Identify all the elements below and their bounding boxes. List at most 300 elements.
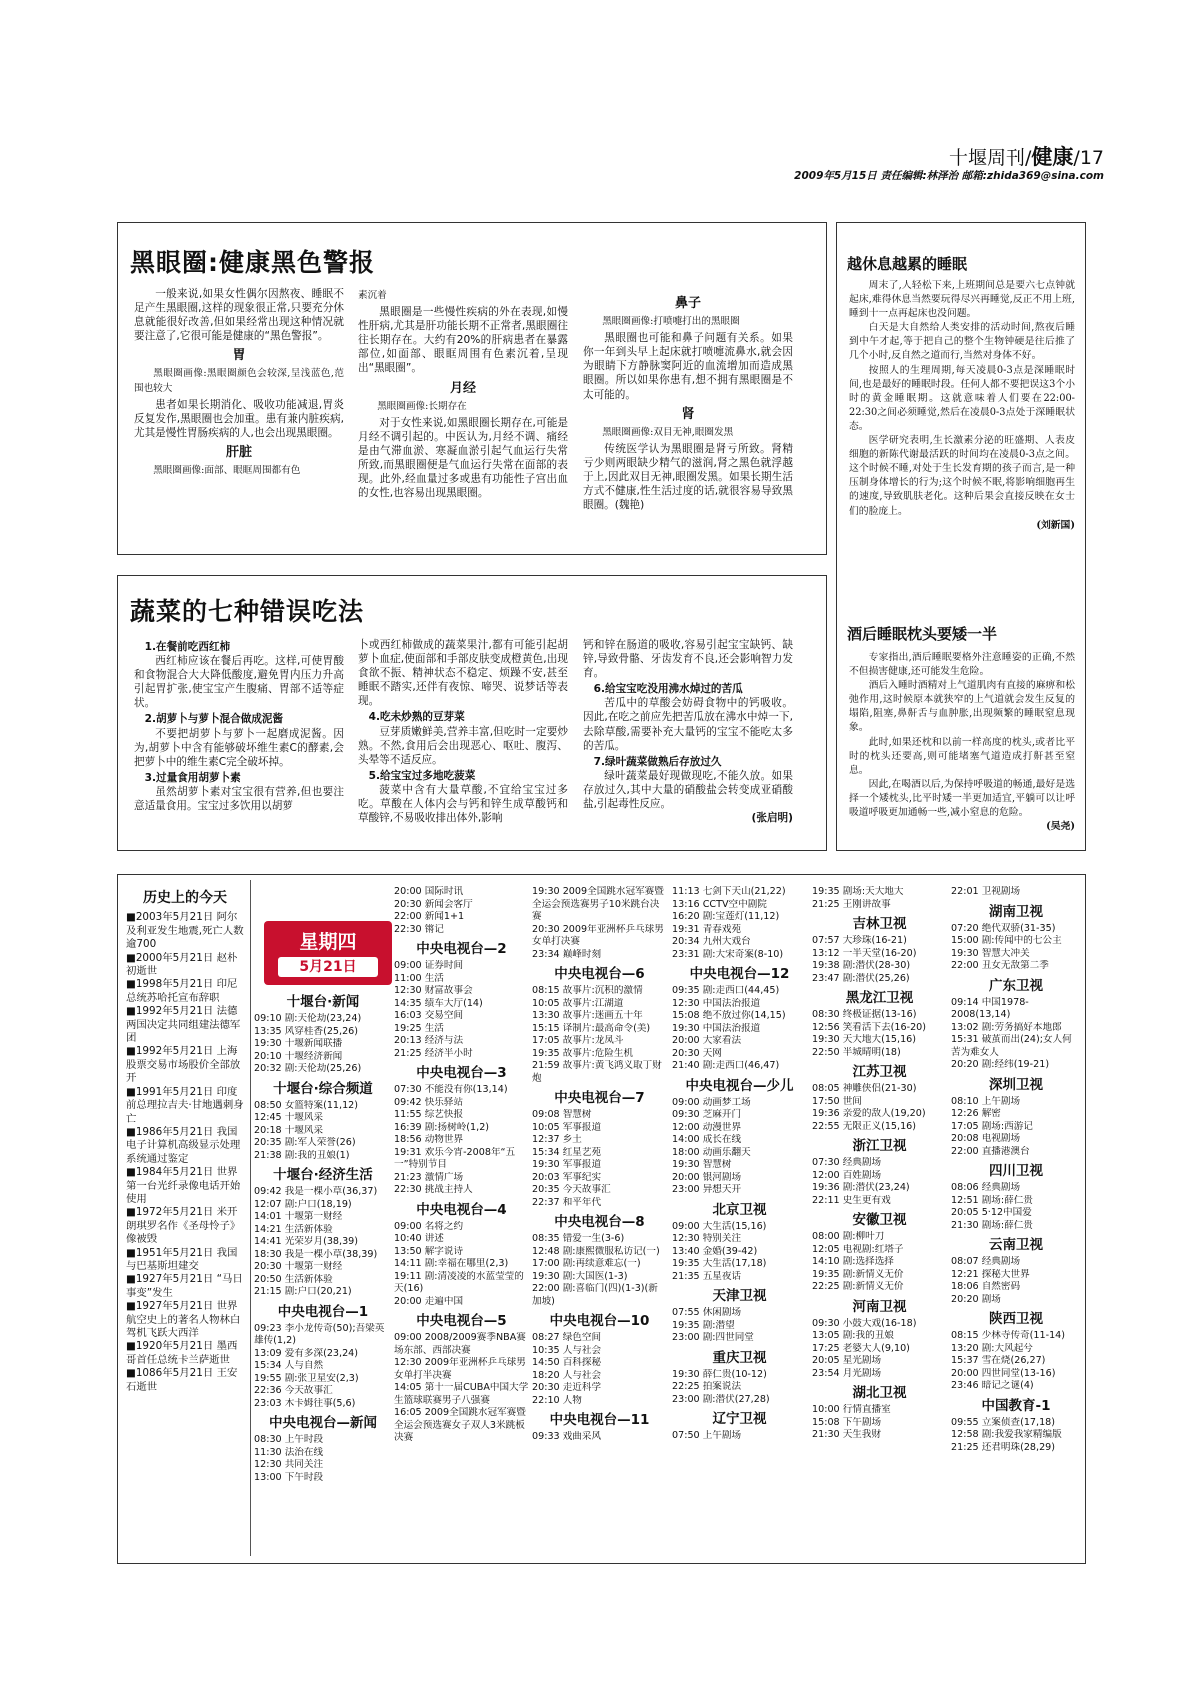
program-item: 12:00 百姓剧场 — [812, 1169, 882, 1181]
program-item: 12:45 十堰风采 — [254, 1112, 324, 1123]
program-item: 21:40 剧:走西口(46,47) — [672, 1060, 780, 1071]
program-item: 19:11 剧:清凌凌的水蓝莹莹的天(16) — [394, 1270, 524, 1294]
program-item: 20:03 军事纪实 — [532, 1171, 602, 1183]
tv-column-2 — [394, 886, 529, 1445]
program-item: 19:25 生活 — [394, 1022, 444, 1034]
program-item: 19:35 故事片:危险生机 — [532, 1047, 634, 1059]
program-item: 14:21 生活新体验 — [254, 1223, 333, 1235]
program-item: 12:07 剧:户口(18,19) — [254, 1198, 352, 1210]
history-item: ■1972年5月21日 米开朗琪罗名作《圣母怜子》像被毁 — [126, 1206, 241, 1246]
program-item: 13:50 解字说诗 — [394, 1245, 464, 1257]
program-item: 10:00 行情直播室 — [812, 1404, 891, 1415]
program-item: 20:20 剧场 — [951, 1293, 1001, 1305]
program-item: 20:00 四世同堂(13-16) — [951, 1367, 1056, 1379]
masthead-prefix: 十堰周刊/ — [949, 147, 1032, 169]
channel-name: 湖南卫视 — [989, 903, 1043, 920]
article-column-2 — [358, 287, 568, 500]
article-column-2 — [358, 638, 568, 825]
program-item: 21:25 王刚讲故事 — [812, 898, 891, 910]
program-item: 13:30 故事片:迷画五十年 — [532, 1010, 643, 1021]
history-item: ■2000年5月21日 赵朴初逝世 — [126, 951, 238, 978]
program-item: 09:10 剧:天伦劫(23,24) — [254, 1013, 362, 1024]
program-item: 17:25 老婆大人(9,10) — [812, 1342, 910, 1354]
channel-name: 辽宁卫视 — [712, 1411, 767, 1427]
paragraph: 专家指出,酒后睡眠要格外注意睡姿的正确,不然不但损害健康,还可能发生危险。 — [849, 652, 1075, 678]
program-item: 14:41 光荣岁月(38,39) — [254, 1236, 359, 1247]
program-item: 14:10 剧:选择选择 — [812, 1256, 894, 1267]
article-column-1 — [134, 287, 344, 480]
program-item: 11:55 综艺快报 — [394, 1109, 464, 1120]
program-item: 16:39 剧:扬树岭(1,2) — [394, 1121, 490, 1133]
history-item: ■1920年5月21日 墨西哥首任总统卡兰萨逝世 — [126, 1340, 238, 1366]
article-dark-circles — [117, 222, 827, 555]
numbered-heading: 4.吃未炒熟的豆芽菜 — [368, 711, 465, 724]
program-item: 22:30 锵记 — [394, 923, 444, 935]
program-item: 07:57 大珍珠(16-21) — [812, 935, 907, 946]
paragraph: 苦瓜中的草酸会妨碍食物中的钙吸收。因此,在吃之前应先把苦瓜放在沸水中焯一下,去除草酸,需要补充大量钙的宝宝不能吃太多的苦瓜。 — [583, 697, 793, 752]
program-item: 16:20 剧:宝莲灯(11,12) — [672, 911, 780, 922]
program-item: 20:30 新闻会客厅 — [394, 898, 473, 910]
program-item: 22:10 人物 — [532, 1394, 582, 1406]
paragraph: 虽然胡萝卜素对宝宝很有营养,但也要注意适量食用。宝宝过多饮用以胡萝 — [134, 785, 344, 813]
program-item: 19:30 智慧大冲关 — [951, 947, 1030, 959]
channel-name: 四川卫视 — [989, 1163, 1043, 1179]
program-item: 11:00 生活 — [394, 972, 444, 984]
program-item: 19:30 军事报道 — [532, 1159, 602, 1170]
program-item: 12:05 电视剧:红塔子 — [812, 1243, 904, 1255]
program-item: 22:37 和平年代 — [532, 1196, 602, 1208]
channel-name: 安徽卫视 — [852, 1212, 907, 1228]
program-item: 12:21 探秘大世界 — [951, 1268, 1030, 1280]
program-item: 23:34 巅峰时刻 — [532, 948, 602, 960]
paragraph: 此时,如果还枕和以前一样高度的枕头,或者比平时的枕头还要高,则可能堵塞气道造成打鼾甚至窒息。 — [849, 736, 1075, 776]
program-item: 12:58 剧:我爱我家精编版 — [951, 1429, 1062, 1440]
program-item: 11:13 七剑下天山(21,22) — [672, 886, 786, 897]
program-item: 20:08 电视剧场 — [951, 1133, 1021, 1144]
channel-name: 河南卫视 — [852, 1298, 907, 1315]
program-item: 22:00 直播港澳台 — [951, 1145, 1030, 1157]
program-item: 23:54 月光剧场 — [812, 1367, 882, 1379]
program-item: 09:23 李小龙传奇(50);吾梁英雄传(1,2) — [254, 1322, 385, 1346]
symptom-note: 黑眼圈画像:面部、眼眶周围都有色 — [153, 465, 301, 477]
section-heading: 肝脏 — [225, 444, 252, 460]
program-item: 21:25 经济半小时 — [394, 1047, 473, 1059]
paragraph: 白天是大自然给人类安排的活动时间,熬夜后睡到中午才起,等于把自己的整个生物钟硬是往后推了几个小时,反自然之道而行,当然对身体不好。 — [849, 322, 1075, 362]
channel-name: 中央电视台—新闻 — [269, 1415, 377, 1431]
program-item: 10:05 军事报道 — [532, 1121, 602, 1133]
program-item: 12:00 动漫世界 — [672, 1121, 742, 1133]
channel-name: 湖北卫视 — [852, 1385, 907, 1401]
program-item: 09:00 动画梦工场 — [672, 1096, 751, 1108]
numbered-heading: 6.给宝宝吃没用沸水焯过的苦瓜 — [593, 683, 743, 696]
program-item: 18:30 我是一棵小草(38,39) — [254, 1248, 378, 1260]
article-vegetables — [117, 575, 827, 851]
side-article-title: 酒后睡眠枕头要矮一半 — [847, 625, 998, 643]
history-title: 历史上的今天 — [143, 890, 227, 906]
article-column-1 — [134, 638, 344, 813]
history-item: ■1086年5月21日 王安石逝世 — [126, 1367, 238, 1393]
program-item: 13:09 爱有多深(23,24) — [254, 1347, 359, 1359]
program-item: 19:55 剧:张卫星安(2,3) — [254, 1372, 359, 1384]
program-item: 22:50 半城晴明(18) — [812, 1046, 901, 1058]
channel-name: 江苏卫视 — [852, 1064, 907, 1080]
program-item: 19:30 剧:大国医(1-3) — [532, 1270, 628, 1282]
history-today — [126, 892, 244, 1394]
section-heading: 鼻子 — [674, 296, 701, 311]
program-item: 21:25 还君明珠(28,29) — [951, 1441, 1056, 1453]
day-badge — [264, 921, 392, 985]
channel-name: 吉林卫视 — [852, 916, 907, 932]
program-item: 20:10 十堰经济新闻 — [254, 1050, 343, 1062]
program-item: 23:00 剧:潜伏(27,28) — [672, 1393, 770, 1405]
program-item: 14:35 绩车大厅(14) — [394, 997, 483, 1009]
program-item: 21:38 剧:我的丑娘(1) — [254, 1149, 350, 1161]
program-item: 19:30 中国法治报道 — [672, 1022, 761, 1034]
history-item: ■1992年5月21日 上海股票交易市场股价全部放开 — [126, 1045, 241, 1085]
channel-name: 中央电视台—2 — [416, 941, 507, 957]
program-item: 14:01 十堰第一财经 — [254, 1211, 343, 1222]
program-item: 07:30 经典剧场 — [812, 1157, 882, 1168]
paragraph: 周末了,人轻松下来,上班期间总是要六七点钟就起床,难得休息当然要玩得尽兴再睡觉,反正不用上班,睡到十一点再起床也没问题。 — [849, 280, 1075, 320]
program-item: 14:50 百科探秘 — [532, 1357, 602, 1368]
channel-name: 中央电视台—8 — [554, 1214, 645, 1230]
program-item: 23:00 异想天开 — [672, 1184, 742, 1195]
program-item: 23:00 剧:四世同堂 — [672, 1332, 754, 1343]
channel-name: 中央电视台—4 — [416, 1201, 507, 1218]
program-item: 22:25 剧:新情义无价 — [812, 1281, 904, 1292]
program-item: 19:30 薛仁贵(10-12) — [672, 1368, 767, 1380]
channel-name: 中央电视台—1 — [277, 1303, 369, 1320]
program-item: 09:08 智慧树 — [532, 1109, 592, 1120]
program-item: 15:08 下午剧场 — [812, 1416, 882, 1428]
byline: (吴尧) — [1046, 821, 1075, 833]
history-item: ■1992年5月21日 法德两国决定共同组建法德军团 — [126, 1005, 241, 1045]
channel-name: 中央电视台—6 — [554, 966, 645, 982]
program-item: 23:03 木卡姆往事(5,6) — [254, 1397, 356, 1409]
program-item: 21:30 天生我财 — [812, 1429, 882, 1440]
channel-name: 十堰台·新闻 — [286, 994, 360, 1010]
program-item: 19:38 剧:潜伏(28-30) — [812, 960, 911, 971]
numbered-heading: 5.给宝宝过多地吃菠菜 — [368, 769, 476, 782]
byline: (张启明) — [751, 812, 793, 825]
program-item: 20:32 剧:天伦劫(25,26) — [254, 1063, 362, 1074]
section-heading: 肾 — [681, 406, 695, 422]
program-item: 20:20 剧:经纬(19-21) — [951, 1059, 1050, 1070]
program-item: 18:06 自然密码 — [951, 1281, 1021, 1292]
paragraph: 按照人的生理周期,每天凌晨0-3点是深睡眠时间,也是最好的睡眠时段。任何人都不要把误这3个小时的黄金睡眠期。这就意味着人们要在22:00-22:30之间必须睡觉,然后在凌晨0-3点处于深睡眠状态。 — [849, 364, 1075, 432]
program-item: 19:30 2009全国跳水冠军赛暨全运会预选赛男子10米跳台决赛 — [532, 886, 664, 922]
masthead-page: /17 — [1073, 147, 1104, 169]
program-item: 22:00 剧:喜临门(四)(1-3)(新加坡) — [532, 1283, 658, 1307]
channel-name: 中国教育-1 — [981, 1397, 1051, 1414]
program-item: 13:05 剧:我的丑娘 — [812, 1330, 894, 1341]
program-item: 12:30 中国法治报道 — [672, 997, 761, 1009]
program-item: 08:15 故事片:沉积的激情 — [532, 985, 643, 996]
program-item: 20:05 星光剧场 — [812, 1355, 882, 1366]
tv-column-3 — [532, 886, 667, 1444]
program-item: 08:30 终极证据(13-16) — [812, 1009, 917, 1020]
program-item: 14:00 成长在线 — [672, 1134, 742, 1145]
program-item: 20:00 银河剧场 — [672, 1171, 742, 1183]
program-item: 20:30 十堰第一财经 — [254, 1261, 343, 1272]
channel-name: 中央电视台—10 — [549, 1313, 650, 1329]
paragraph: 豆芽质嫩鲜美,营养丰富,但吃时一定要炒熟。不然,食用后会出现恶心、呕吐、腹泻、头晕等不适反应。 — [358, 725, 568, 766]
program-item: 09:00 大生活(15,16) — [672, 1220, 767, 1232]
symptom-note: 黑眼圈画像:黑眼圈颜色会较深,呈浅蓝色,范围也较大 — [134, 368, 344, 394]
program-item: 20:50 生活新体验 — [254, 1273, 333, 1285]
article-column-3 — [583, 638, 793, 825]
paragraph: 菠菜中含有大量草酸,不宜给宝宝过多吃。草酸在人体内会与钙和锌生成草酸钙和草酸锌,不易吸收排出体外,影响 — [358, 783, 568, 825]
history-item: ■1991年5月21日 印度前总理拉吉夫·甘地遇刺身亡 — [126, 1085, 244, 1125]
program-item: 17:00 剧:再续意难忘(一) — [532, 1258, 641, 1269]
numbered-heading: 1.在餐前吃西红柿 — [144, 641, 231, 653]
program-item: 23:31 剧:大宋奇案(8-10) — [672, 948, 784, 960]
program-item: 21:59 故事片:黄飞鸿义取丁财炮 — [532, 1060, 662, 1084]
program-item: 08:30 上午时段 — [254, 1434, 324, 1445]
history-item: ■2003年5月21日 阿尔及利亚发生地震,死亡人数逾700 — [126, 911, 244, 951]
program-item: 08:06 经典剧场 — [951, 1182, 1021, 1193]
channel-name: 浙江卫视 — [852, 1138, 907, 1154]
history-item: ■1986年5月21日 我国电子计算机高级显示处理系统通过鉴定 — [126, 1125, 241, 1165]
program-item: 15:31 破茧而出(24);女人何苦为难女人 — [951, 1034, 1072, 1058]
channel-name: 中央电视台—3 — [416, 1065, 507, 1081]
day-name: 星期四 — [299, 931, 357, 953]
channel-name: 中央电视台—11 — [549, 1412, 650, 1428]
program-item: 21:15 剧:户口(20,21) — [254, 1286, 352, 1297]
program-item: 09:33 戏曲采风 — [532, 1431, 602, 1442]
channel-name: 中央电视台—少儿 — [685, 1077, 794, 1094]
paragraph: 钙和锌在肠道的吸收,容易引起宝宝缺钙、缺锌,导致骨骼、牙齿发育不良,还会影响智力发育。 — [583, 639, 793, 680]
symptom-note: 素沉着 — [358, 290, 387, 301]
program-item: 13:00 下午时段 — [254, 1471, 324, 1483]
program-item: 20:34 九州大戏台 — [672, 936, 751, 947]
program-item: 16:03 交易空间 — [394, 1010, 464, 1021]
program-item: 15:00 剧:传闻中的七公主 — [951, 935, 1062, 946]
paragraph: 医学研究表明,生长激素分泌的旺盛期、人表皮细胞的新陈代谢最活跃的时间均在凌晨0-3点之间。这个时候不睡,对处于生长发育期的孩子而言,是一种压制身体增长的行为;这个时候不眠,将影响细胞再生的速度,导致肌肤老化。这种后果会直接反映在女士们的脸庞上。 — [849, 435, 1075, 517]
paragraph: 患者如果长期消化、吸收功能减退,胃炎反复发作,黑眼圈也会加重。患有兼内脏疾病,尤其是慢性胃肠疾病的人,也会出现黑眼圈。 — [134, 398, 344, 439]
program-item: 12:26 解密 — [951, 1108, 1001, 1119]
program-item: 19:35 大生活(17,18) — [672, 1258, 767, 1269]
program-item: 11:30 法治在线 — [254, 1446, 324, 1458]
page-meta: 2009年5月15日 责任编辑:林泽治 邮箱:zhida369@sina.com — [794, 170, 1104, 182]
program-item: 18:56 动物世界 — [394, 1134, 464, 1145]
program-item: 07:30 不能没有你(13,14) — [394, 1084, 508, 1095]
program-item: 22:01 卫视剧场 — [951, 886, 1021, 897]
paragraph: 绿叶蔬菜最好现做现吃,不能久放。如果存放过久,其中大量的硝酸盐会转变成亚硝酸盐,引起毒性反应。 — [583, 769, 793, 811]
program-item: 09:00 名将之约 — [394, 1220, 464, 1232]
program-item: 22:25 拍案说法 — [672, 1381, 742, 1392]
channel-name: 广东卫视 — [989, 977, 1043, 994]
side-article-body — [849, 651, 1075, 834]
program-item: 10:40 讲述 — [394, 1233, 444, 1244]
program-item: 19:30 智慧树 — [672, 1159, 732, 1170]
program-item: 12:37 乡土 — [532, 1134, 582, 1145]
program-item: 09:35 剧:走西口(44,45) — [672, 985, 780, 996]
channel-name: 中央电视台—5 — [416, 1313, 507, 1329]
channel-name: 中央电视台—12 — [689, 966, 790, 982]
paragraph: 卜或西红柿做成的蔬菜果汁,都有可能引起胡萝卜血症,使面部和手部皮肤变成橙黄色,出现食欲不振、精神状态不稳定、烦躁不安,甚至睡眠不踏实,还伴有夜惊、啼哭、说梦话等表现。 — [358, 639, 568, 708]
program-item: 18:00 动画乐翻天 — [672, 1146, 751, 1158]
program-item: 20:00 大家看法 — [672, 1035, 742, 1046]
history-item: ■1927年5月21日 “马日事变”发生 — [126, 1273, 243, 1299]
program-item: 10:35 人与社会 — [532, 1344, 602, 1356]
program-item: 15:34 红星艺苑 — [532, 1146, 602, 1158]
program-item: 20:35 今天故事汇 — [532, 1184, 611, 1195]
channel-name: 十堰台·综合频道 — [273, 1080, 373, 1097]
side-articles — [836, 222, 1086, 851]
tv-column-1 — [254, 989, 392, 1484]
paragraph: 酒后入睡时酒精对上气道肌肉有直接的麻痹和松弛作用,这时候原本就狭窄的上气道就会发生反复的塌陷,阻塞,鼻鼾舌与血肿胀,出现频繁的睡眠窒息现象。 — [849, 680, 1075, 734]
program-item: 12:48 剧:康熙微服私访记(一) — [532, 1245, 660, 1257]
program-item: 12:51 剧场:薛仁贵 — [951, 1194, 1033, 1206]
byline: (刘新国) — [1036, 519, 1075, 531]
paragraph: 不要把胡萝卜与萝卜一起磨成泥酱。因为,胡萝卜中含有能够破坏维生素C的酵素,会把萝卜中的维生素C完全破坏掉。 — [134, 727, 344, 768]
channel-name: 深圳卫视 — [989, 1076, 1043, 1093]
program-item: 08:50 女篮特案(11,12) — [254, 1099, 359, 1111]
program-item: 07:50 上午剧场 — [672, 1430, 742, 1441]
program-item: 20:30 天网 — [672, 1047, 722, 1059]
program-item: 19:36 亲爱的敌人(19,20) — [812, 1108, 926, 1119]
program-item: 09:42 我是一棵小草(36,37) — [254, 1186, 378, 1197]
history-item: ■1927年5月21日 世界航空史上的著名人物林白驾机飞跃大西洋 — [126, 1300, 241, 1339]
article-column-3 — [583, 291, 793, 512]
program-item: 13:16 CCTV空中剧院 — [672, 898, 767, 910]
paragraph: 黑眼圈是一些慢性疾病的外在表现,如慢性肝病,尤其是肝功能长期不正常者,黑眼圈往往长期存在。大约有20%的肝病患者在暴露部位,如面部、眼眶周围有色素沉着,呈现出“黑眼圈”。 — [358, 306, 568, 375]
program-item: 15:08 绝不放过你(14,15) — [672, 1010, 786, 1021]
program-item: 20:30 走近科学 — [532, 1382, 602, 1393]
program-item: 21:23 激情广场 — [394, 1171, 464, 1183]
program-item: 12:30 共同关注 — [254, 1459, 324, 1470]
program-item: 19:36 剧:潜伏(23,24) — [812, 1182, 910, 1193]
section-heading: 胃 — [232, 348, 246, 364]
program-item: 19:31 欢乐今宵-2008年“五一”特别节目 — [394, 1146, 516, 1170]
program-item: 09:00 2008/2009赛季NBA赛场东部、西部决赛 — [394, 1332, 526, 1356]
program-item: 15:15 译制片:最高命令(美) — [532, 1022, 651, 1034]
numbered-heading: 3.过量食用胡萝卜素 — [144, 771, 241, 784]
program-item: 18:20 人与社会 — [532, 1369, 602, 1381]
program-item: 13:35 风穿桂香(25,26) — [254, 1025, 359, 1037]
program-item: 19:31 青春戏苑 — [672, 923, 742, 935]
channel-name: 陕西卫视 — [989, 1311, 1043, 1327]
program-item: 08:00 剧:柳叶刀 — [812, 1231, 885, 1242]
program-item: 08:07 经典剧场 — [951, 1256, 1021, 1267]
divider — [250, 880, 251, 1556]
symptom-note: 黑眼圈画像:长期存在 — [377, 400, 467, 412]
program-item: 07:55 休闲剧场 — [672, 1307, 742, 1318]
channel-name: 黑龙江卫视 — [845, 990, 914, 1006]
program-item: 19:30 十堰新闻联播 — [254, 1038, 343, 1049]
program-item: 23:47 剧:潜伏(25,26) — [812, 972, 910, 984]
paragraph: 对于女性来说,如黑眼圈长期存在,可能是月经不调引起的。中医认为,月经不调、痛经是由气滞血淤、寒凝血淤引起气血运行失常所致,而黑眼圈便是气血运行失常在面部的表现。此外,经血量过多或患有功能性子宫出血的女性,也容易出现黑眼圈。 — [358, 416, 568, 500]
program-item: 15:34 人与自然 — [254, 1360, 324, 1371]
paragraph: 西红柿应该在餐后再吃。这样,可使胃酸和食物混合大大降低酸度,避免胃内压力升高引起胃扩张,使宝宝产生腹痛、胃部不适等症状。 — [134, 655, 344, 710]
program-item: 12:30 特别关注 — [672, 1233, 742, 1244]
history-item: ■1984年5月21日 世界第一台光纤录像电话开始使用 — [126, 1166, 241, 1205]
paragraph: 一般来说,如果女性偶尔因熬夜、睡眠不足产生黑眼圈,这样的现象很正常,只要充分休息就能很好改善,但如果经常出现这种情况就要注意了,它很可能是健康的“黑色警报”。 — [134, 288, 344, 343]
channel-name: 北京卫视 — [712, 1201, 767, 1218]
program-item: 22:00 新闻1+1 — [394, 911, 465, 922]
program-item: 16:05 2009全国跳水冠军赛暨全运会预选赛女子双人3米跳板决赛 — [394, 1407, 526, 1443]
program-item: 21:35 五星夜话 — [672, 1270, 742, 1282]
program-item: 09:00 证券时间 — [394, 960, 464, 971]
program-item: 22:00 丑女无敌第二季 — [951, 960, 1049, 971]
tv-column-4 — [672, 886, 807, 1443]
program-item: 09:14 中国1978-2008(13,14) — [951, 996, 1029, 1020]
paragraph: 因此,在喝酒以后,为保持呼吸道的畅通,最好是选择一个矮枕头,比平时矮一半更加适宜,平躺可以让呼吸道呼吸更加通畅一些,减小窒息的危险。 — [849, 778, 1075, 819]
program-item: 20:13 经济与法 — [394, 1035, 464, 1046]
program-item: 17:05 故事片:龙凤斗 — [532, 1035, 624, 1046]
program-item: 08:27 绿色空间 — [532, 1332, 602, 1343]
program-item: 15:37 雪在烧(26,27) — [951, 1355, 1046, 1366]
program-item: 10:05 故事片:江湖道 — [532, 997, 624, 1009]
side-article-body — [849, 279, 1075, 533]
program-item: 09:42 快乐驿站 — [394, 1096, 464, 1108]
channel-name: 天津卫视 — [712, 1288, 767, 1304]
program-item: 22:55 无限正义(15,16) — [812, 1120, 917, 1132]
program-item: 09:30 小鼓大戏(16-18) — [812, 1317, 917, 1329]
program-item: 12:30 财富故事会 — [394, 985, 473, 996]
numbered-heading: 2.胡萝卜与萝卜混合做成泥酱 — [144, 713, 284, 726]
program-item: 22:30 挑战主持人 — [394, 1184, 473, 1195]
program-item: 08:35 错爱一生(3-6) — [532, 1233, 625, 1244]
tv-column-5 — [812, 886, 947, 1442]
program-item: 22:36 今天故事汇 — [254, 1385, 333, 1396]
program-item: 12:56 笑看活下去(16-20) — [812, 1021, 927, 1033]
program-item: 08:15 少林寺传奇(11-14) — [951, 1330, 1066, 1341]
program-item: 20:00 国际时讯 — [394, 886, 464, 897]
program-item: 17:05 剧场:西游记 — [951, 1120, 1033, 1132]
masthead-section: 健康 — [1031, 145, 1074, 169]
program-item: 07:20 绝代双骄(31-35) — [951, 922, 1056, 934]
program-item: 13:12 一半天堂(16-20) — [812, 947, 917, 959]
program-item: 21:30 剧场:薛仁贵 — [951, 1219, 1033, 1231]
masthead — [949, 141, 1104, 171]
program-item: 20:30 2009年亚洲杯乒乓球男女单打决赛 — [532, 923, 664, 947]
program-item: 09:30 芝麻开门 — [672, 1109, 742, 1120]
paragraph: 黑眼圈也可能和鼻子问题有关系。如果你一年到头早上起床就打喷嚏流鼻水,就会因为眼睛下方静脉窦阿近的血流增加而造成黑眼圈。所以如果你患有,想不拥有黑眼圈是不太可能的。 — [583, 332, 793, 401]
program-item: 19:30 天大地大(15,16) — [812, 1034, 917, 1045]
program-item: 19:35 剧:新情义无价 — [812, 1268, 904, 1280]
program-item: 14:11 剧:幸福在哪里(2,3) — [394, 1258, 509, 1269]
channel-name: 重庆卫视 — [712, 1349, 767, 1366]
program-item: 19:35 剧场:天大地大 — [812, 886, 904, 897]
article-title: 蔬菜的七种错误吃法 — [130, 597, 365, 626]
program-item: 20:18 十堰风采 — [254, 1124, 324, 1136]
day-date: 5月21日 — [278, 957, 378, 977]
symptom-note: 黑眼圈画像:双目无神,眼圈发黑 — [602, 426, 734, 438]
article-title: 黑眼圈:健康黑色警报 — [130, 248, 375, 277]
history-item: ■1951年5月21日 我国与巴基斯坦建交 — [126, 1246, 238, 1272]
program-item: 12:30 2009年亚洲杯乒乓球男女单打半决赛 — [394, 1357, 526, 1381]
numbered-heading: 7.绿叶蔬菜做熟后存放过久 — [593, 755, 722, 768]
channel-name: 中央电视台—7 — [554, 1090, 645, 1106]
channel-name: 云南卫视 — [989, 1237, 1043, 1253]
program-item: 14:05 第十一届CUBA中国大学生篮球联赛男子八强赛 — [394, 1382, 529, 1406]
channel-name: 十堰台·经济生活 — [273, 1167, 373, 1183]
program-item: 23:46 暗记之谜(4) — [951, 1380, 1034, 1391]
program-item: 13:20 剧:大风起兮 — [951, 1342, 1033, 1354]
program-item: 20:00 走遍中国 — [394, 1295, 464, 1307]
program-item: 08:05 神雕侠侣(21-30) — [812, 1083, 917, 1094]
program-item: 13:02 剧:劳务搞好本地郎 — [951, 1021, 1062, 1033]
paragraph: 传统医学认为黑眼圈是肾亏所致。肾精亏少则两眼缺少精气的滋润,肾之黑色就浮越于上,因此双目无神,眼圈发黑。如果长期生活方式不健康,性生活过度的话,就很容易导致黑眼圈。(魏艳) — [583, 442, 793, 512]
program-item: 13:40 金婚(39-42) — [672, 1245, 758, 1257]
program-item: 20:35 剧:军人荣誉(26) — [254, 1137, 356, 1148]
program-item: 08:10 上午剧场 — [951, 1095, 1021, 1107]
program-item: 19:35 剧:潜望 — [672, 1319, 735, 1331]
section-heading: 月经 — [449, 380, 476, 396]
side-article-title: 越休息越累的睡眠 — [847, 255, 968, 273]
